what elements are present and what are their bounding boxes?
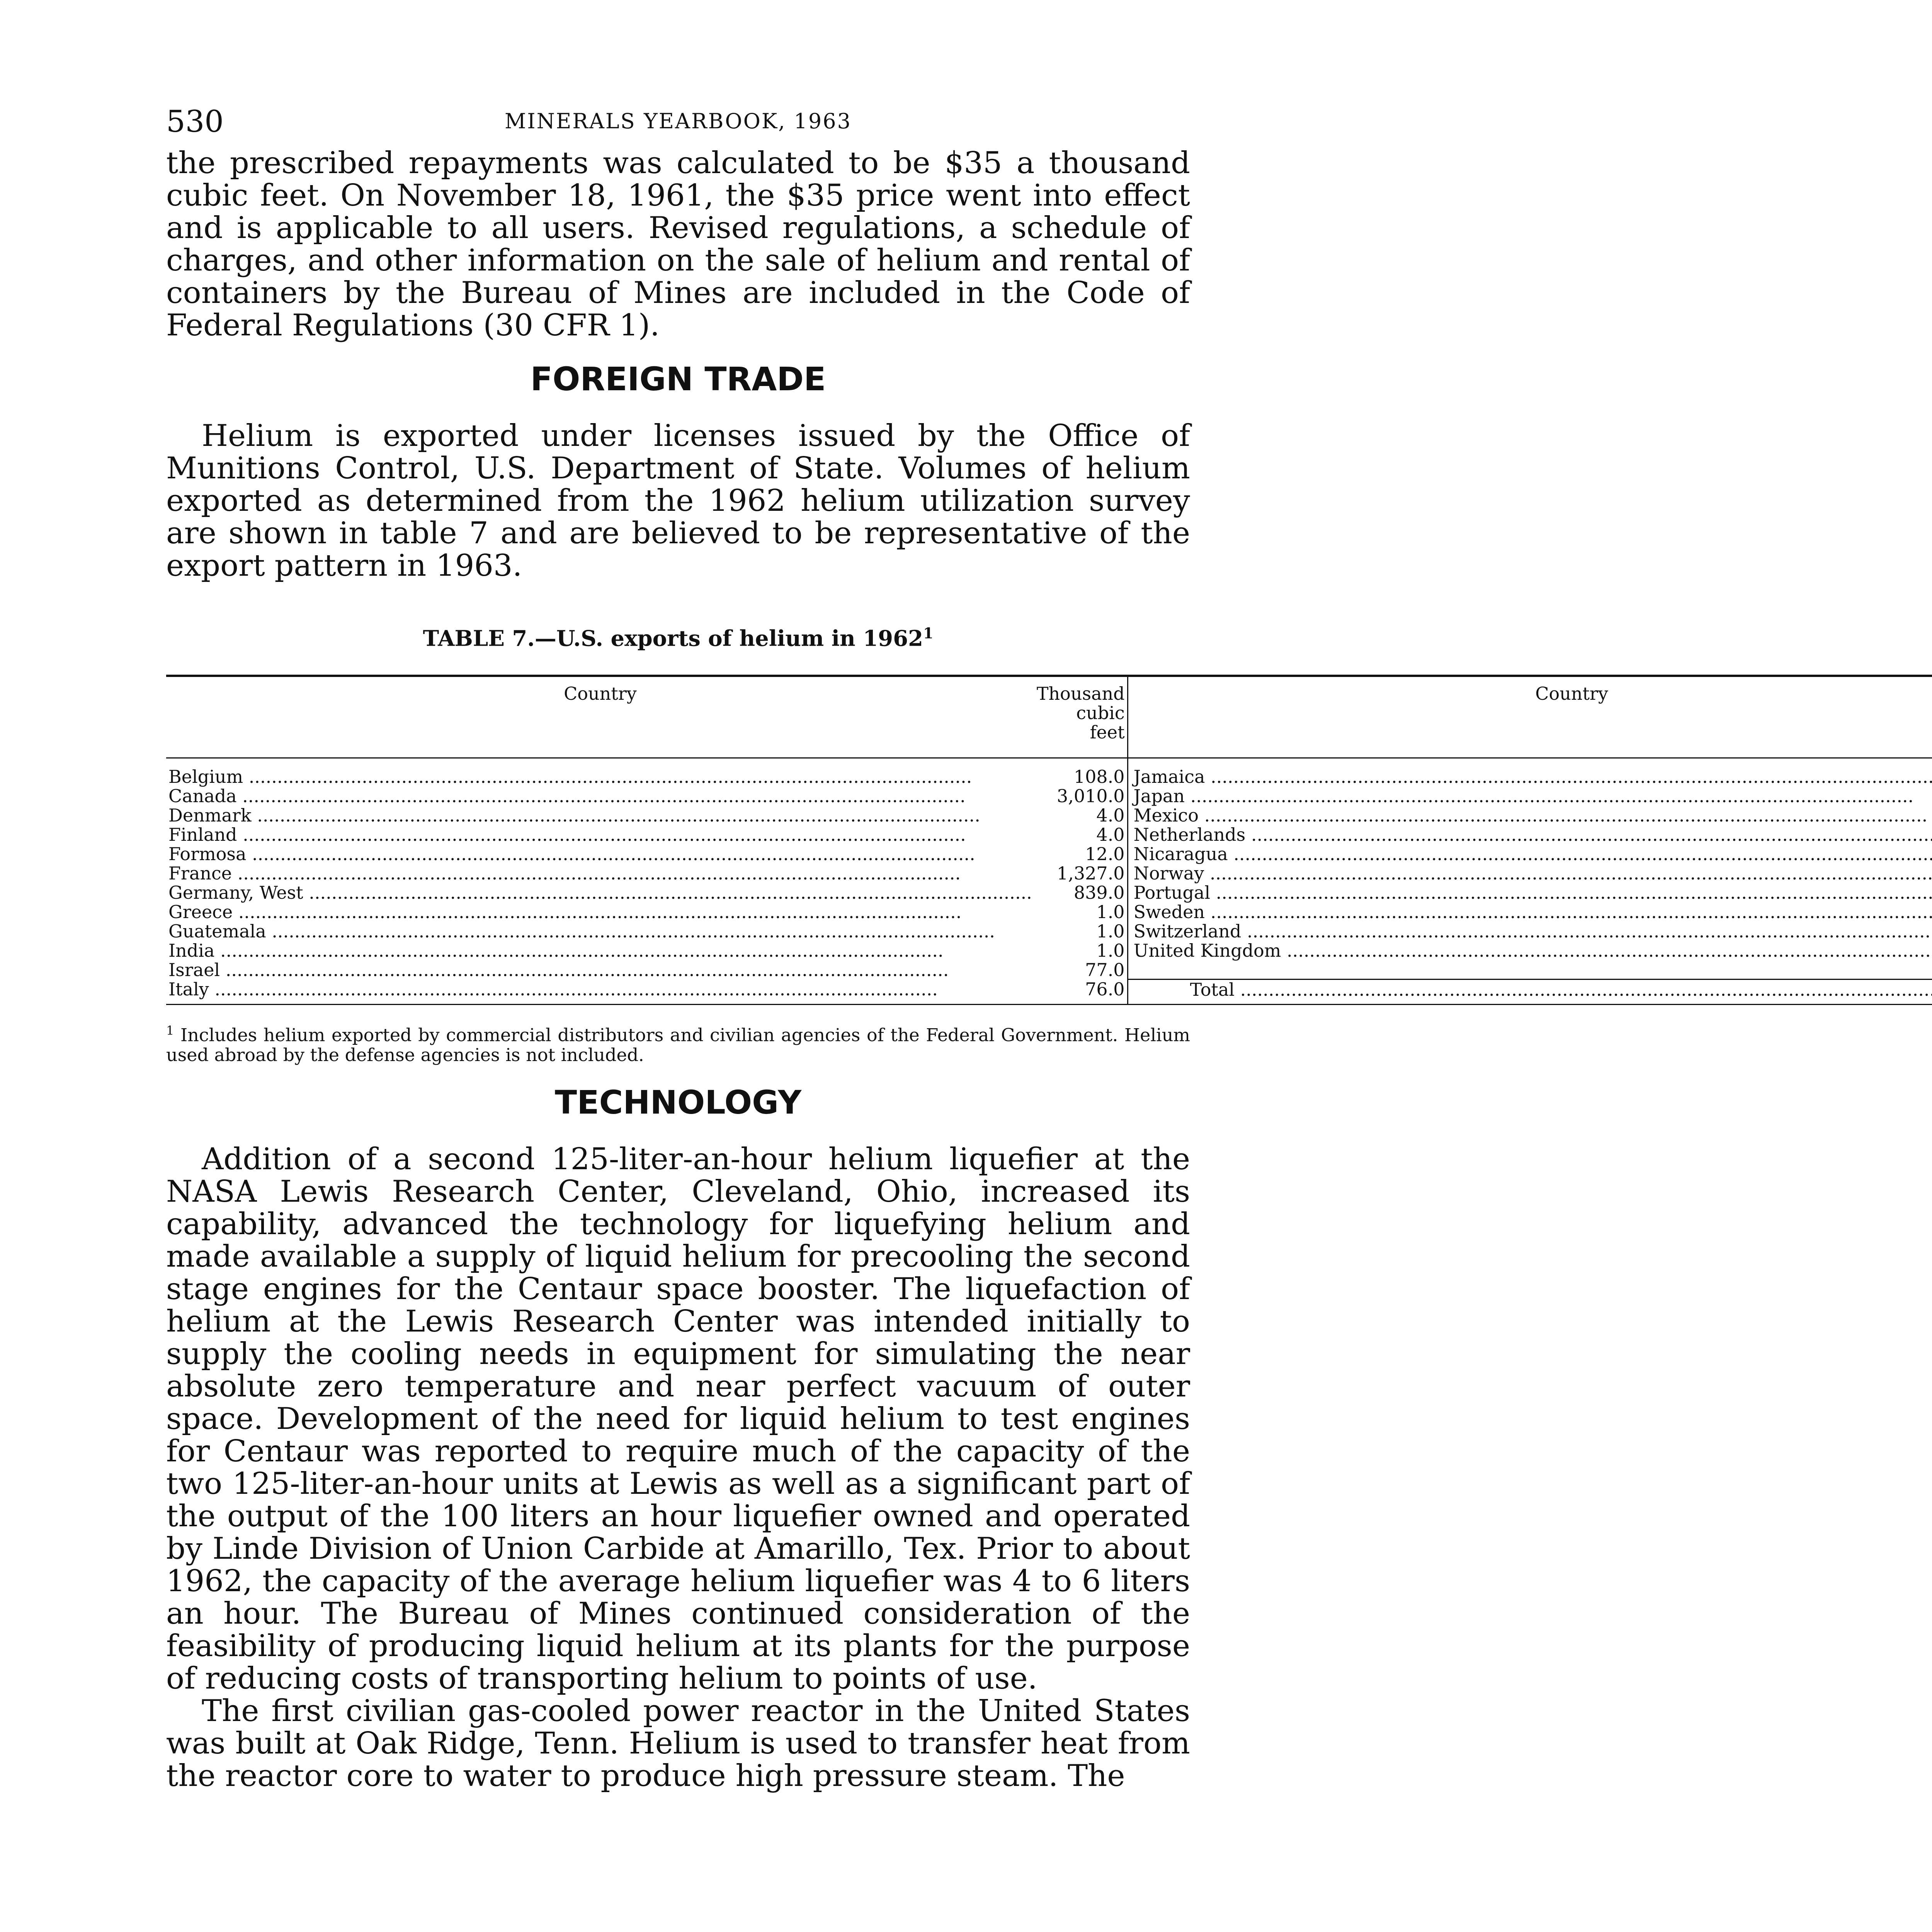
country-cell <box>1128 806 1932 825</box>
footnote-text: Includes helium exported by commercial distributors and civilian agencies of the Federal Government. Helium used abroad by the defense agencies is not included. <box>166 1024 1190 1066</box>
country-cell <box>1128 786 1932 806</box>
country-name: Israel ..... <box>168 959 949 980</box>
value-cell: 4.0 <box>1034 825 1128 844</box>
country-cell <box>1128 902 1932 922</box>
country-cell <box>166 883 1034 902</box>
country-name: Mexico ..... <box>1134 805 1928 826</box>
header-value-line1: Thousand <box>1036 683 1125 704</box>
country-cell <box>166 922 1034 941</box>
intro-paragraph: the prescribed repayments was calculated to be $35 a thousand cubic feet. On November 18, 1961, the $35 price went into effect and is applicable to all users. Revised regulations, a schedule of charges, and other information on the sale of helium and rental of containers by the Bureau of Mines are included in the Code of Federal Regulations (30 CFR 1). <box>166 146 1190 343</box>
country-cell <box>166 980 1034 1005</box>
table-row <box>166 941 1932 960</box>
country-cell <box>1128 922 1932 941</box>
technology-heading: TECHNOLOGY <box>554 1083 802 1122</box>
table-row <box>166 786 1932 806</box>
table-row <box>166 806 1932 825</box>
value-cell: 1.0 <box>1034 902 1128 922</box>
value-cell: 1.0 <box>1034 941 1128 960</box>
country-cell <box>1128 941 1932 960</box>
country-name: India ..... <box>168 940 944 961</box>
table-header-row <box>166 676 1932 758</box>
header-value-line2: cubic feet <box>1076 702 1125 743</box>
country-name: Netherlands ..... <box>1134 824 1932 845</box>
technology-paragraph-2: The first civilian gas-cooled power reactor in the United States was built at Oak Ridge, Tenn. Helium is used to transfer heat from the reactor core to water to produce high pressure steam. The <box>166 1694 1190 1794</box>
header-value-left <box>1034 676 1128 758</box>
country-name: Greece ..... <box>168 901 961 922</box>
country-name: Switzerland ..... <box>1134 921 1932 942</box>
country-cell <box>1128 758 1932 786</box>
table-body <box>166 758 1932 1005</box>
value-cell: 1,327.0 <box>1034 864 1128 883</box>
country-cell <box>166 960 1034 980</box>
country-name: Italy ..... <box>168 979 938 1000</box>
country-cell <box>166 864 1034 883</box>
header-country-left: Country <box>166 676 1034 758</box>
country-name: Germany, West ..... <box>168 882 1032 903</box>
table-row <box>166 922 1932 941</box>
country-cell <box>1128 960 1932 980</box>
value-cell: 1.0 <box>1034 922 1128 941</box>
country-name: Norway ..... <box>1134 863 1932 884</box>
country-cell <box>166 806 1034 825</box>
helium-exports-table <box>166 675 1932 1005</box>
value-cell: 3,010.0 <box>1034 786 1128 806</box>
country-cell <box>1128 883 1932 902</box>
country-cell <box>166 902 1034 922</box>
country-name: Portugal ..... <box>1134 882 1932 903</box>
running-title: MINERALS YEARBOOK, 1963 <box>504 109 852 133</box>
country-name: Canada ..... <box>168 786 966 806</box>
table-row <box>166 864 1932 883</box>
table-caption-footnote-marker: 1 <box>923 624 934 642</box>
country-name: Guatemala ..... <box>168 921 995 942</box>
value-cell: 4.0 <box>1034 806 1128 825</box>
country-name: Belgium ..... <box>168 766 972 787</box>
document-page <box>166 104 1608 1794</box>
value-cell: 77.0 <box>1034 960 1128 980</box>
country-name: United Kingdom ..... <box>1134 940 1932 961</box>
country-cell <box>166 825 1034 844</box>
country-name: Japan ..... <box>1134 786 1914 806</box>
foreign-trade-heading: FOREIGN TRADE <box>530 360 826 398</box>
table-row <box>166 883 1932 902</box>
country-name: France ..... <box>168 863 961 884</box>
table-caption <box>166 624 1190 651</box>
table-row <box>166 980 1932 1005</box>
table-row <box>166 844 1932 864</box>
table-row <box>166 960 1932 980</box>
country-cell <box>166 786 1034 806</box>
country-name: Formosa ..... <box>168 844 975 864</box>
value-cell: 839.0 <box>1034 883 1128 902</box>
country-name: Finland ..... <box>168 824 966 845</box>
table-row <box>166 902 1932 922</box>
country-name: Jamaica ..... <box>1134 766 1932 787</box>
foreign-trade-paragraph: Helium is exported under licenses issued by the Office of Munitions Control, U.S. Department of State. Volumes of helium exported as determined from the 1962 helium utilization survey are shown in table 7 and are believed to be representative of the export pattern in 1963. <box>166 418 1190 583</box>
table-footnote <box>166 1020 1190 1065</box>
country-name: Sweden ..... <box>1134 901 1932 922</box>
technology-paragraph-1: Addition of a second 125-liter-an-hour helium liquefier at the NASA Lewis Research Center, Cleveland, Ohio, increased its capability, advanced the technology for liquefying helium and made available a supply of liquid helium for precooling the second stage engines for the Centaur space booster. The liquefaction of helium at the Lewis Research Center was intended initially to supply the cooling needs in equipment for simulating the near absolute zero temperature and near perfect vacuum of outer space. Development of the need for liquid helium to test engines for Centaur was reported to require much of the capacity of the two 125-liter-an-hour units at Lewis as well as a significant part of the output of the 100 liters an hour liquefier owned and operated by Linde Division of Union Carbide at Amarillo, Tex. Prior to about 1962, the capacity of the average helium liquefier was 4 to 6 liters an hour. The Bureau of Mines continued consideration of the feasibility of producing liquid helium at its plants for the purpose of reducing costs of transporting helium to points of use. <box>166 1142 1190 1696</box>
value-cell: 12.0 <box>1034 844 1128 864</box>
country-cell <box>1128 980 1932 1005</box>
total-label: Total ..... <box>1190 979 1932 1000</box>
value-cell: 76.0 <box>1034 980 1128 1005</box>
table-caption-text: TABLE 7.—U.S. exports of helium in 1962 <box>423 626 923 651</box>
country-cell <box>166 758 1034 786</box>
value-cell: 108.0 <box>1034 758 1128 786</box>
country-name: Nicaragua ..... <box>1134 844 1932 864</box>
country-cell <box>1128 864 1932 883</box>
country-cell <box>1128 844 1932 864</box>
footnote-marker: 1 <box>166 1023 174 1038</box>
table-row <box>166 825 1932 844</box>
country-name: Denmark ..... <box>168 805 980 826</box>
country-cell <box>1128 825 1932 844</box>
country-cell <box>166 844 1034 864</box>
page-header <box>166 104 1190 147</box>
header-country-right: Country <box>1128 676 1932 758</box>
page-number: 530 <box>166 104 224 139</box>
table-row <box>166 758 1932 786</box>
country-cell <box>166 941 1034 960</box>
